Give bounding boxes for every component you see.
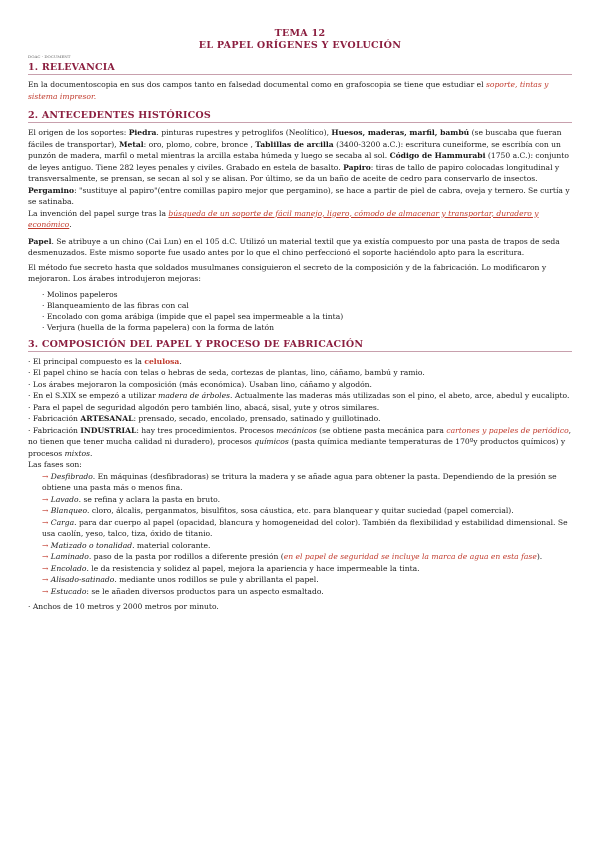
bullet-siglo-xix: · En el S.XIX se empezó a utilizar madera de árboles. Actualmente las maderas más utilizadas son el pino, el abeto, arce, abedul y eucalipto. [28, 391, 570, 400]
list-item: · Encolado con goma arábiga (impide que el papel sea impermeable a la tinta) [42, 311, 344, 321]
papel-paragraph: Papel. Se atribuye a un chino (Cai Lun) en el 105 d.C. Utilizó un material textil que ya existía compuesto por una pasta de trapos de seda desmenuzados. Este mismo soporte fue usado antes por lo que el chino perfeccionó el soporte haciéndolo apto para la escritura. [28, 236, 560, 257]
tiny-label: DOAC - DOCUMENT [28, 54, 71, 59]
arrow-icon: → [42, 471, 49, 481]
relevancia-paragraph: En la documentoscopia en sus dos campos tanto en falsedad documental como en grafoscopia se tiene que estudiar el soporte, tintas y sistema impresor. [28, 80, 549, 101]
document-page [28, 28, 572, 613]
list-item: · Blanqueamiento de las fibras con cal [42, 300, 189, 310]
section-1-heading: 1. RELEVANCIA [28, 62, 572, 75]
step-item: → Alisado-satinado. mediante unos rodillos se pule y abrillanta el papel. [42, 575, 319, 584]
fases-label: Las fases son: [28, 460, 82, 469]
arrow-icon: → [42, 506, 49, 515]
step-item: → Desfibrado. En máquinas (desfibradoras) se tritura la madera y se añade agua para obtener la pasta. Dependiendo de la presión se obtiene una pasta más o menos fina. [42, 471, 557, 492]
bullet-papel-chino: · El papel chino se hacía con telas o hebras de seda, cortezas de plantas, lino, cáñamo, bambú y ramio. [28, 368, 425, 377]
arrow-icon: → [42, 494, 49, 504]
bullet-arabes: · Los árabes mejoraron la composición (más económica). Usaban lino, cáñamo y algodón. [28, 379, 372, 389]
step-item-laminado: → Laminado. paso de la pasta por rodillos a diferente presión (en el papel de seguridad se incluye la marca de agua en esta fase). [42, 552, 543, 561]
mejoras-list [42, 289, 572, 333]
list-item: · Molinos papeleros [42, 289, 118, 299]
step-item: → Blanqueo. cloro, álcalis, perganmatos, bisulfitos, sosa cáustica, etc. para blanquear y quitar suciedad (papel comercial). [42, 506, 514, 515]
bullet-anchos: · Anchos de 10 metros y 2000 metros por minuto. [28, 602, 219, 611]
page-title: EL PAPEL ORÍGENES Y EVOLUCIÓN [198, 40, 402, 51]
arrow-icon: → [42, 575, 49, 584]
soportes-paragraph: El origen de los soportes: Piedra. pinturas rupestres y petroglifos (Neolítico), Huesos, maderas, marfil, bambú (se buscaba que fueran fáciles de transportar), Metal: oro, plomo, cobre, bronce , Tablillas de arcilla (3400-3200 a.C.): escritura cuneiforme, se escribía con un punzón de madera, marfil o metal mientras la arcilla estaba húmeda y luego se secaba al sol. Código de Hammurabi (1750 a.C.): conjunto de leyes antiguo. Tiene 282 leyes penales y civiles. Grabado en estela de basalto. Papiro: tiras de tallo de papiro colocadas longitudinal y transversalmente, se prensan, se secan al sol y se alisan. Por último, se da un baño de aceite de cedro para conservarlo de insectos. Pergamino: "sustituye al papiro"(entre comillas papiro mejor que pergamino), se hace a partir de piel de cabra, oveja y ternero. Se curtía y se satinaba. La invención del papel surge tras la búsqueda de un soporte de fácil manejo, ligero, cómodo de almacenar y transportar, duradero y económico. [28, 128, 570, 229]
step-item: → Carga. para dar cuerpo al papel (opacidad, blancura y homogeneidad del color). También da flexibilidad y estabilidad dimensional. Se usa caolín, yeso, talco, tiza, óxido de titanio. [42, 517, 568, 538]
arrow-icon: → [42, 563, 49, 573]
section-2-heading: 2. ANTECEDENTES HISTÓRICOS [28, 110, 572, 123]
step-item: → Matizado o tonalidad. material colorante. [42, 540, 211, 550]
arrow-icon: → [42, 517, 49, 527]
arrow-icon: → [42, 540, 49, 550]
section-3-heading: 3. COMPOSICIÓN DEL PAPEL Y PROCESO DE FABRICACIÓN [28, 339, 572, 352]
bullet-artesanal: · Fabricación ARTESANAL: prensado, secado, encolado, prensado, satinado y guillotinado. [28, 414, 381, 423]
bullet-industrial: · Fabricación INDUSTRIAL: hay tres procedimientos. Procesos mecánicos (se obtiene pasta mecánica para cartones y papeles de periódico, no tienen que tener mucha calidad ni duradero), procesos químicos (pasta química mediante temperaturas de 170ºy productos químicos) y procesos mixtos. [28, 425, 572, 458]
metodo-paragraph: El método fue secreto hasta que soldados musulmanes consiguieron el secreto de la composición y de la fabricación. Lo modificaron y mejoraron. Los árabes introdujeron mejoras: [28, 262, 547, 283]
bullet-seguridad: · Para el papel de seguridad algodón pero también lino, abacá, sisal, yute y otros similares. [28, 402, 380, 412]
arrow-icon: → [42, 586, 49, 596]
step-item: → Encolado. le da resistencia y solidez al papel, mejora la apariencia y hace impermeable la tinta. [42, 563, 420, 573]
step-item: → Estucado: se le añaden diversos productos para un aspecto esmaltado. [42, 586, 324, 596]
list-item: · Verjura (huella de la forma papelera) con la forma de latón [42, 322, 274, 332]
tema-number: TEMA 12 [274, 28, 326, 39]
step-item: → Lavado. se refina y aclara la pasta en bruto. [42, 494, 221, 504]
bullet-celulosa: · El principal compuesto es la celulosa. [28, 356, 182, 366]
arrow-icon: → [42, 552, 49, 561]
